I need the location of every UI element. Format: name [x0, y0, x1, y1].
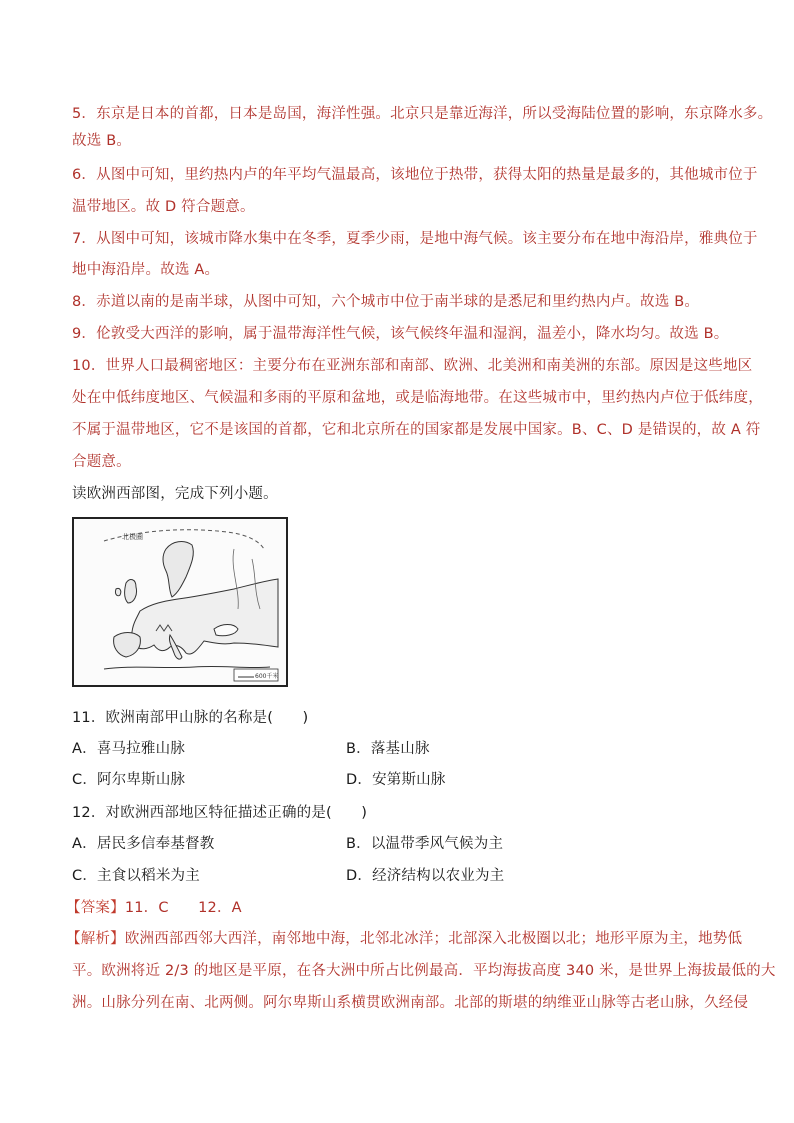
analysis-text-1: 欧洲西部西邻大西洋，南邻地中海，北邻北冰洋；北部深入北极圈以北；地形平原为主，地势低 [124, 931, 743, 947]
answer-line [66, 898, 242, 918]
q12-stem: 12．对欧洲西部地区特征描述正确的是( ) [72, 805, 368, 821]
explanation-q10-line3: 不属于温带地区，它不是该国的首都，它和北京所在的国家都是发展中国家。B、C、D 是错误的，故 A 符 [72, 422, 761, 438]
question-intro: 读欧洲西部图，完成下列小题。 [72, 486, 278, 502]
analysis-line1 [66, 929, 742, 949]
explanation-q7-line2: 地中海沿岸。故选 A。 [72, 262, 220, 278]
q12-option-a[interactable]: A．居民多信奉基督教 [72, 836, 215, 852]
q11-options-row2 [72, 770, 732, 790]
q11-stem: 11．欧洲南部甲山脉的名称是( ) [72, 710, 309, 726]
explanation-q10-line2: 处在中低纬度地区、气候温和多雨的平原和盆地，或是临海地带。在这些城市中，里约热内卢位于低纬度， [72, 390, 763, 406]
analysis-line2: 平。欧洲将近 2/3 的地区是平原，在各大洲中所占比例最高．平均海拔高度 340 米，是世界上海拔最低的大 [72, 963, 776, 979]
arctic-circle-label: 北极圈 [122, 533, 143, 541]
explanation-q9: 9．伦敦受大西洋的影响，属于温带海洋性气候，该气候终年温和湿润，温差小，降水均匀。故选 B。 [72, 326, 729, 342]
explanation-q10-line4: 合题意。 [72, 454, 131, 470]
explanation-q6-line2: 温带地区。故 D 符合题意。 [72, 199, 255, 215]
map-scale-label: 600千米 [255, 673, 279, 680]
explanation-q5-line2: 故选 B。 [72, 133, 132, 149]
q11-option-b[interactable]: B．落基山脉 [346, 741, 430, 757]
q12-option-b[interactable]: B．以温带季风气候为主 [346, 836, 504, 852]
q11-option-c[interactable]: C．阿尔卑斯山脉 [72, 772, 186, 788]
q12-options-row2 [72, 866, 732, 886]
analysis-line3: 洲。山脉分列在南、北两侧。阿尔卑斯山系横贯欧洲南部。北部的斯堪的纳维亚山脉等古老山脉，久经侵 [72, 995, 749, 1011]
explanation-q7-line1: 7．从图中可知，该城市降水集中在冬季，夏季少雨，是地中海气候。该主要分布在地中海沿岸，雅典位于 [72, 231, 758, 247]
europe-west-map [72, 517, 288, 687]
q11-option-a[interactable]: A．喜马拉雅山脉 [72, 741, 186, 757]
answer-text: 11．C 12．A [124, 900, 242, 916]
explanation-q5-line1: 5．东京是日本的首都，日本是岛国，海洋性强。北京只是靠近海洋，所以受海陆位置的影响，东京降水多。 [72, 106, 773, 122]
q12-options-row1 [72, 834, 732, 854]
q11-options-row1 [72, 739, 732, 759]
map-drawing [74, 519, 286, 685]
q12-option-c[interactable]: C．主食以稻米为主 [72, 868, 200, 884]
analysis-tag: 【解析】 [66, 931, 125, 947]
q11-option-d[interactable]: D．安第斯山脉 [346, 772, 446, 788]
answer-tag: 【答案】 [66, 900, 125, 916]
q12-option-d[interactable]: D．经济结构以农业为主 [346, 868, 505, 884]
explanation-q8: 8．赤道以南的是南半球，从图中可知，六个城市中位于南半球的是悉尼和里约热内卢。故选 B。 [72, 294, 700, 310]
explanation-q6-line1: 6．从图中可知，里约热内卢的年平均气温最高，该地位于热带，获得太阳的热量是最多的，其他城市位于 [72, 167, 758, 183]
explanation-q10-line1: 10．世界人口最稠密地区：主要分布在亚洲东部和南部、欧洲、北美洲和南美洲的东部。原因是这些地区 [72, 358, 753, 374]
